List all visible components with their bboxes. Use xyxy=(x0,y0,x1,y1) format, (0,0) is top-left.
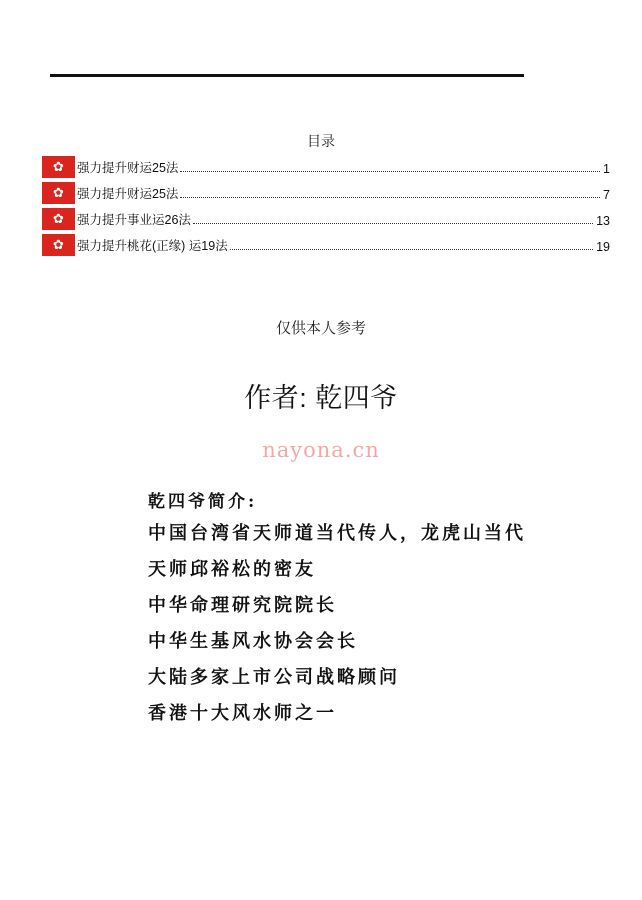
toc-entry-title: 强力提升桃花(正缘) 运19法 xyxy=(77,239,228,253)
bauhinia-flower-icon: ✿ xyxy=(42,234,75,256)
bauhinia-flower-icon: ✿ xyxy=(42,208,75,230)
table-of-contents xyxy=(42,152,610,256)
toc-entry-page: 19 xyxy=(596,240,610,254)
toc-entry[interactable] xyxy=(42,230,610,256)
bio-line: 中华命理研究院院长 xyxy=(148,595,337,616)
toc-leader-dots xyxy=(180,171,600,172)
toc-leader-dots xyxy=(193,223,593,224)
toc-entry[interactable] xyxy=(42,178,610,204)
toc-leader-dots xyxy=(180,197,600,198)
bio-line: 香港十大风水师之一 xyxy=(148,703,337,724)
personal-use-note: 仅供本人参考 xyxy=(275,320,366,337)
toc-entry[interactable] xyxy=(42,204,610,230)
bio-heading: 乾四爷简介: xyxy=(148,492,258,512)
toc-entry-page: 1 xyxy=(603,162,610,176)
toc-entry-page: 13 xyxy=(596,214,610,228)
toc-leader-dots xyxy=(230,249,593,250)
bauhinia-flower-icon: ✿ xyxy=(42,182,75,204)
bio-line: 天师邱裕松的密友 xyxy=(148,559,316,580)
toc-entry-title: 强力提升事业运26法 xyxy=(77,213,191,227)
bauhinia-flower-icon: ✿ xyxy=(42,156,75,178)
author-line: 作者: 乾四爷 xyxy=(244,383,398,413)
toc-entry-page: 7 xyxy=(603,188,610,202)
toc-entry-title: 强力提升财运25法 xyxy=(77,161,179,175)
bio-line: 大陆多家上市公司战略顾问 xyxy=(148,667,400,688)
watermark: nayona.cn xyxy=(262,438,380,462)
toc-heading: 目录 xyxy=(307,134,335,150)
toc-entry-title: 强力提升财运25法 xyxy=(77,187,179,201)
top-rule xyxy=(50,74,524,77)
author-bio xyxy=(148,487,608,735)
toc-entry[interactable] xyxy=(42,152,610,178)
bio-line: 中国台湾省天师道当代传人，龙虎山当代 xyxy=(148,523,526,544)
bio-line: 中华生基风水协会会长 xyxy=(148,631,358,652)
